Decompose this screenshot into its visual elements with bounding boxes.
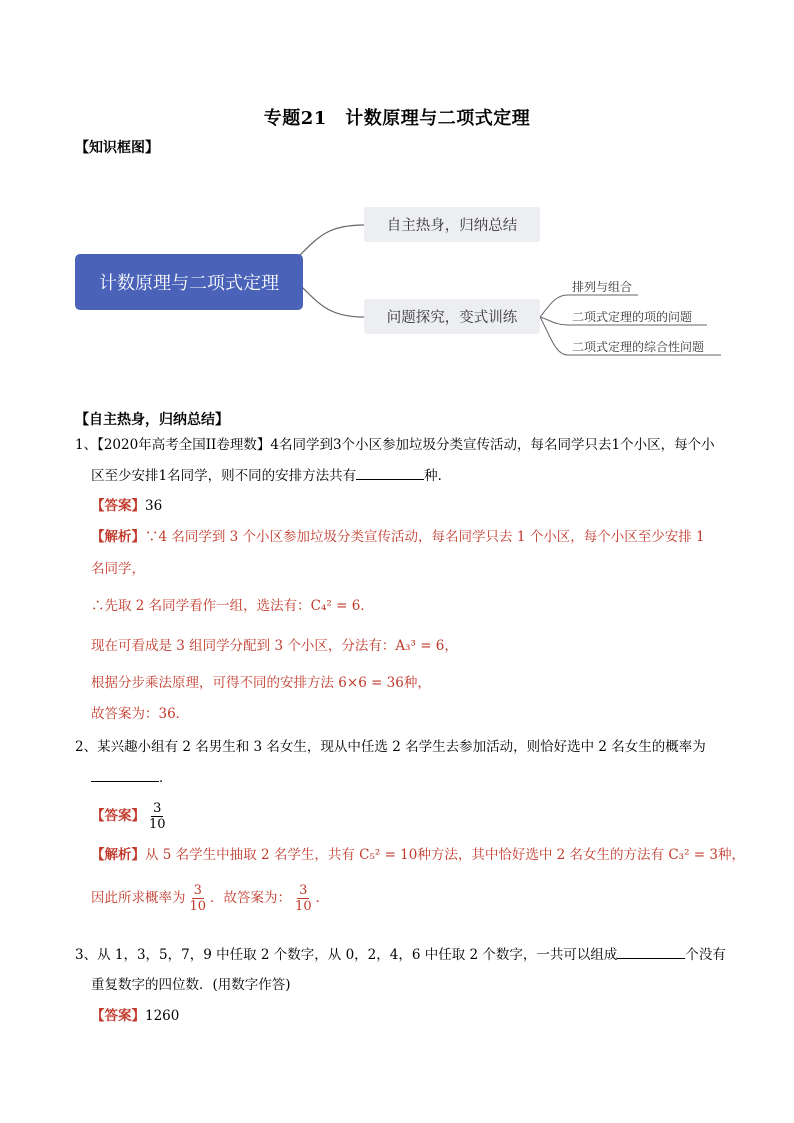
q1-analysis-line4: 现在可看成是 3 组同学分配到 3 个小区，分法有：A₃³ = 6， bbox=[91, 638, 458, 654]
connector-branch2-leaf1 bbox=[540, 295, 568, 317]
q3-answer-blank bbox=[617, 944, 685, 959]
q3-stem-line2: 重复数字的四位数．(用数字作答) bbox=[91, 977, 291, 993]
section-framework: 【知识框图】 bbox=[75, 140, 159, 156]
q2-answer: 【答案】 $\frac{3}{10}$ bbox=[91, 800, 166, 832]
mindmap-root: 计数原理与二项式定理 bbox=[75, 254, 303, 310]
q1-analysis-line2: 名同学， bbox=[91, 561, 145, 577]
mindmap-branch-warmup: 自主热身，归纳总结 bbox=[364, 207, 540, 242]
q2-stem-line2: ． bbox=[91, 767, 173, 788]
connector-branch2-leaf2 bbox=[540, 317, 568, 325]
q2-analysis-fraction-2: $\frac{3}{10}$ bbox=[295, 882, 312, 914]
q1-analysis-line6: 故答案为：36． bbox=[91, 706, 190, 722]
section-warmup: 【自主热身，归纳总结】 bbox=[75, 412, 229, 428]
mindmap-branch-explore: 问题探究，变式训练 bbox=[364, 299, 540, 334]
q1-stem-line1: 1、【2020年高考全国II卷理数】4名同学到3个小区参加垃圾分类宣传活动，每名同学只去1个小区，每个小 bbox=[75, 437, 715, 453]
q3-answer: 【答案】1260 bbox=[91, 1008, 180, 1024]
connector-root-branch1 bbox=[300, 225, 364, 255]
mindmap-leaf-binomial-terms: 二项式定理的项的问题 bbox=[572, 310, 693, 324]
q1-analysis-line3: ∴先取 2 名同学看作一组，选法有：C₄² = 6． bbox=[91, 598, 374, 614]
q2-analysis-line2: 因此所求概率为 $\frac{3}{10}$ ．故答案为： $\frac{3}{10}$ ． bbox=[91, 882, 330, 914]
q2-answer-fraction: $\frac{3}{10}$ bbox=[149, 800, 166, 832]
mindmap-leaf-binomial-comprehensive: 二项式定理的综合性问题 bbox=[572, 340, 705, 354]
q1-stem-line2: 区至少安排1名同学，则不同的安排方法共有 种． bbox=[91, 465, 451, 486]
q2-analysis-fraction-1: $\frac{3}{10}$ bbox=[189, 882, 207, 914]
q2-answer-blank bbox=[91, 767, 159, 782]
connector-root-branch2 bbox=[300, 285, 364, 317]
q1-answer-blank bbox=[356, 465, 424, 480]
page-title: 专题21 计数原理与二项式定理 bbox=[263, 108, 531, 129]
q2-stem-line1: 2、某兴趣小组有 2 名男生和 3 名女生，现从中任选 2 名学生去参加活动，则恰好选中 2 名女生的概率为 bbox=[75, 739, 706, 755]
q1-analysis-line5: 根据分步乘法原理，可得不同的安排方法 6×6 = 36种， bbox=[91, 675, 431, 691]
q1-analysis-line1: 【解析】∵4 名同学到 3 个小区参加垃圾分类宣传活动，每名同学只去 1 个小区，每个小区至少安排 1 bbox=[91, 529, 705, 545]
q2-analysis-line1: 【解析】从 5 名学生中抽取 2 名学生，共有 C₅² = 10种方法，其中恰好选中 2 名女生的方法有 C₃² = 3种， bbox=[91, 847, 745, 863]
q1-answer: 【答案】36 bbox=[91, 498, 163, 514]
mindmap-leaf-permutation: 排列与组合 bbox=[572, 280, 633, 294]
q3-stem-line1: 3、从 1，3，5，7，9 中任取 2 个数字，从 0，2，4，6 中任取 2 个数字，一共可以组成 个没有 bbox=[75, 944, 726, 965]
